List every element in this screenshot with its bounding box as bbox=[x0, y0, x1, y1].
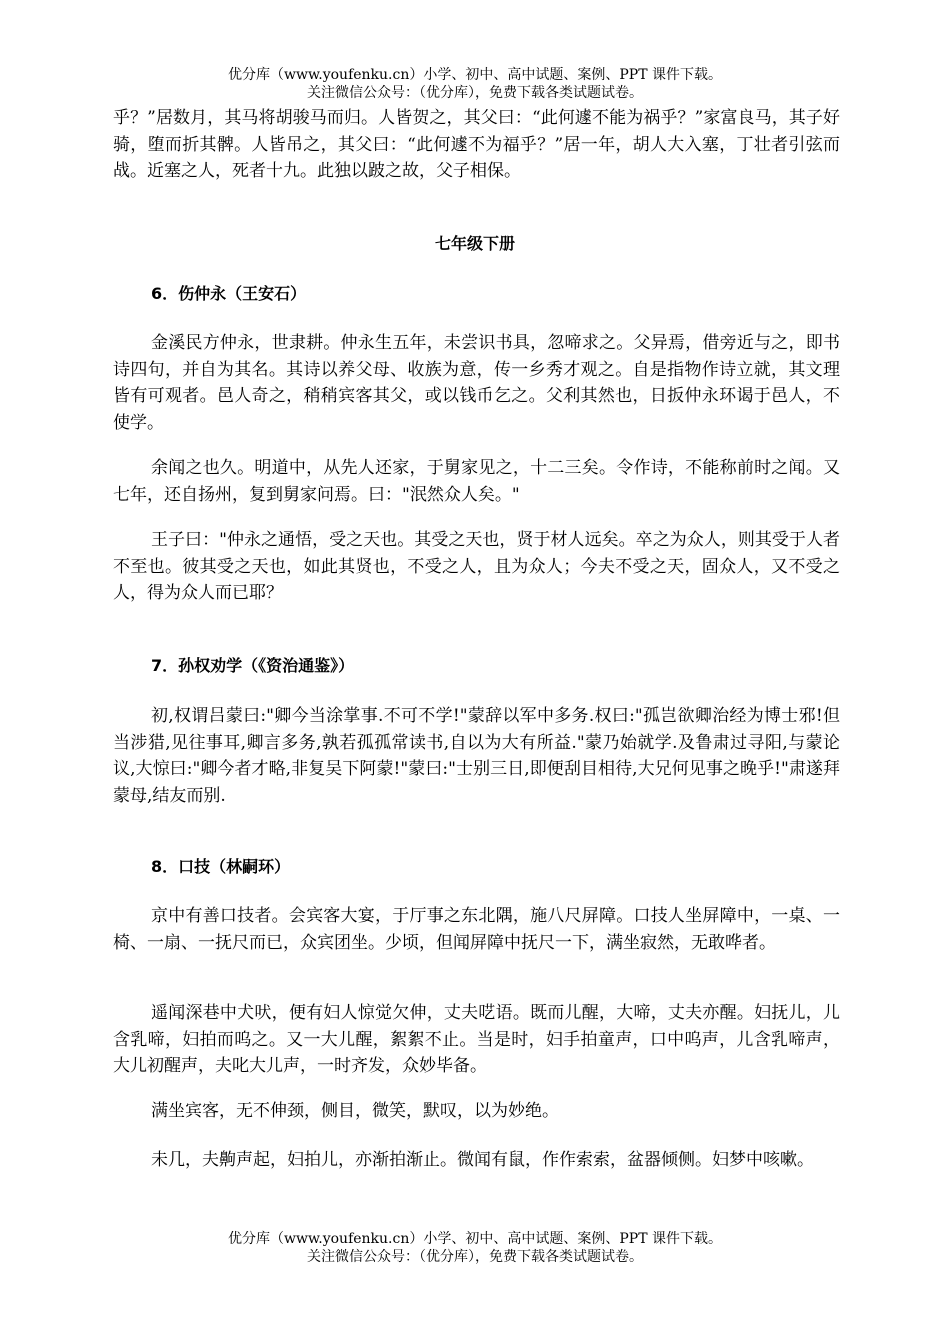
section-8-para-1 bbox=[113, 903, 840, 956]
paragraph: 余闻之也久。明道中，从先人还家，于舅家见之，十二三矣。令作诗，不能称前时之闻。又七年，还自扬州，复到舅家问焉。曰："泯然众人矣。" bbox=[113, 458, 840, 505]
section-8-para-3 bbox=[113, 1098, 840, 1125]
section-8-para-4 bbox=[113, 1147, 840, 1174]
header-line-1: 优分库（www.youfenku.cn）小学、初中、高中试题、案例、PPT 课件下载。 bbox=[227, 67, 722, 83]
footer-line-2: 关注微信公众号：（优分库），免费下载各类试题试卷。 bbox=[307, 1249, 643, 1265]
section-8-para-2 bbox=[113, 1000, 840, 1080]
section-title-8: 8．口技（林嗣环） bbox=[151, 857, 291, 876]
section-7-para-1 bbox=[113, 703, 840, 809]
paragraph: 京中有善口技者。会宾客大宴，于厅事之东北隅，施八尺屏障。口技人坐屏障中，一桌、一椅、一扇、一抚尺而已，众宾团坐。少顷，但闻屏障中抚尺一下，满坐寂然，无敢哗者。 bbox=[113, 906, 840, 953]
section-6-para-3 bbox=[113, 527, 840, 607]
section-6-para-2 bbox=[113, 455, 840, 508]
paragraph: 金溪民方仲永，世隶耕。仲永生五年，未尝识书具，忽啼求之。父异焉，借旁近与之，即书诗四句，并自为其名。其诗以养父母、收族为意，传一乡秀才观之。自是指物作诗立就，其文理皆有可观者。邑人奇之，稍稍宾客其父，或以钱币乞之。父利其然也，日扳仲永环谒于邑人，不使学。 bbox=[113, 333, 840, 433]
intro-paragraph-block bbox=[113, 105, 840, 185]
paragraph: 满坐宾客，无不伸颈，侧目，微笑，默叹，以为妙绝。 bbox=[151, 1101, 559, 1121]
section-6-para-1 bbox=[113, 330, 840, 436]
paragraph: 未几，夫齁声起，妇拍儿，亦渐拍渐止。微闻有鼠，作作索索，盆器倾侧。妇梦中咳嗽。 bbox=[151, 1150, 814, 1170]
intro-paragraph: 乎？”居数月，其马将胡骏马而归。人皆贺之，其父曰：“此何遽不能为祸乎？”家富良马，其子好骑，堕而折其髀。人皆吊之，其父曰：“此何遽不为福乎？”居一年，胡人大入塞，丁壮者引弦而战。近塞之人，死者十九。此独以跛之故，父子相保。 bbox=[113, 108, 840, 181]
paragraph: 王子曰："仲永之通悟，受之天也。其受之天也，贤于材人远矣。卒之为众人，则其受于人者不至也。彼其受之天也，如此其贤也，不受之人，且为众人；今夫不受之天，固众人，又不受之人，得为众人而已耶？ bbox=[113, 530, 840, 603]
volume-title: 七年级下册 bbox=[434, 234, 515, 253]
section-title-7: 7．孙权劝学（《资治通鉴》） bbox=[151, 656, 355, 675]
header-line-2: 关注微信公众号：（优分库），免费下载各类试题试卷。 bbox=[307, 85, 643, 101]
footer-line-1: 优分库（www.youfenku.cn）小学、初中、高中试题、案例、PPT 课件下载。 bbox=[227, 1231, 722, 1247]
section-title-6: 6．伤仲永（王安石） bbox=[151, 284, 307, 303]
paragraph: 初,权谓吕蒙曰:"卿今当涂掌事.不可不学!"蒙辞以军中多务.权曰:"孤岂欲卿治经为博士邪!但当涉猎,见往事耳,卿言多务,孰若孤孤常读书,自以为大有所益."蒙乃始就学.及鲁肃过寻阳,与蒙论议,大惊曰:"卿今者才略,非复吴下阿蒙!"蒙曰:"士别三日,即便刮目相待,大兄何见事之晚乎!"肃遂拜蒙母,结友而别. bbox=[113, 706, 840, 806]
paragraph: 遥闻深巷中犬吠，便有妇人惊觉欠伸，丈夫呓语。既而儿醒，大啼，丈夫亦醒。妇抚儿，儿含乳啼，妇拍而呜之。又一大儿醒，絮絮不止。当是时，妇手拍童声，口中呜声，儿含乳啼声，大儿初醒声，夫叱大儿声，一时齐发，众妙毕备。 bbox=[113, 1003, 840, 1076]
